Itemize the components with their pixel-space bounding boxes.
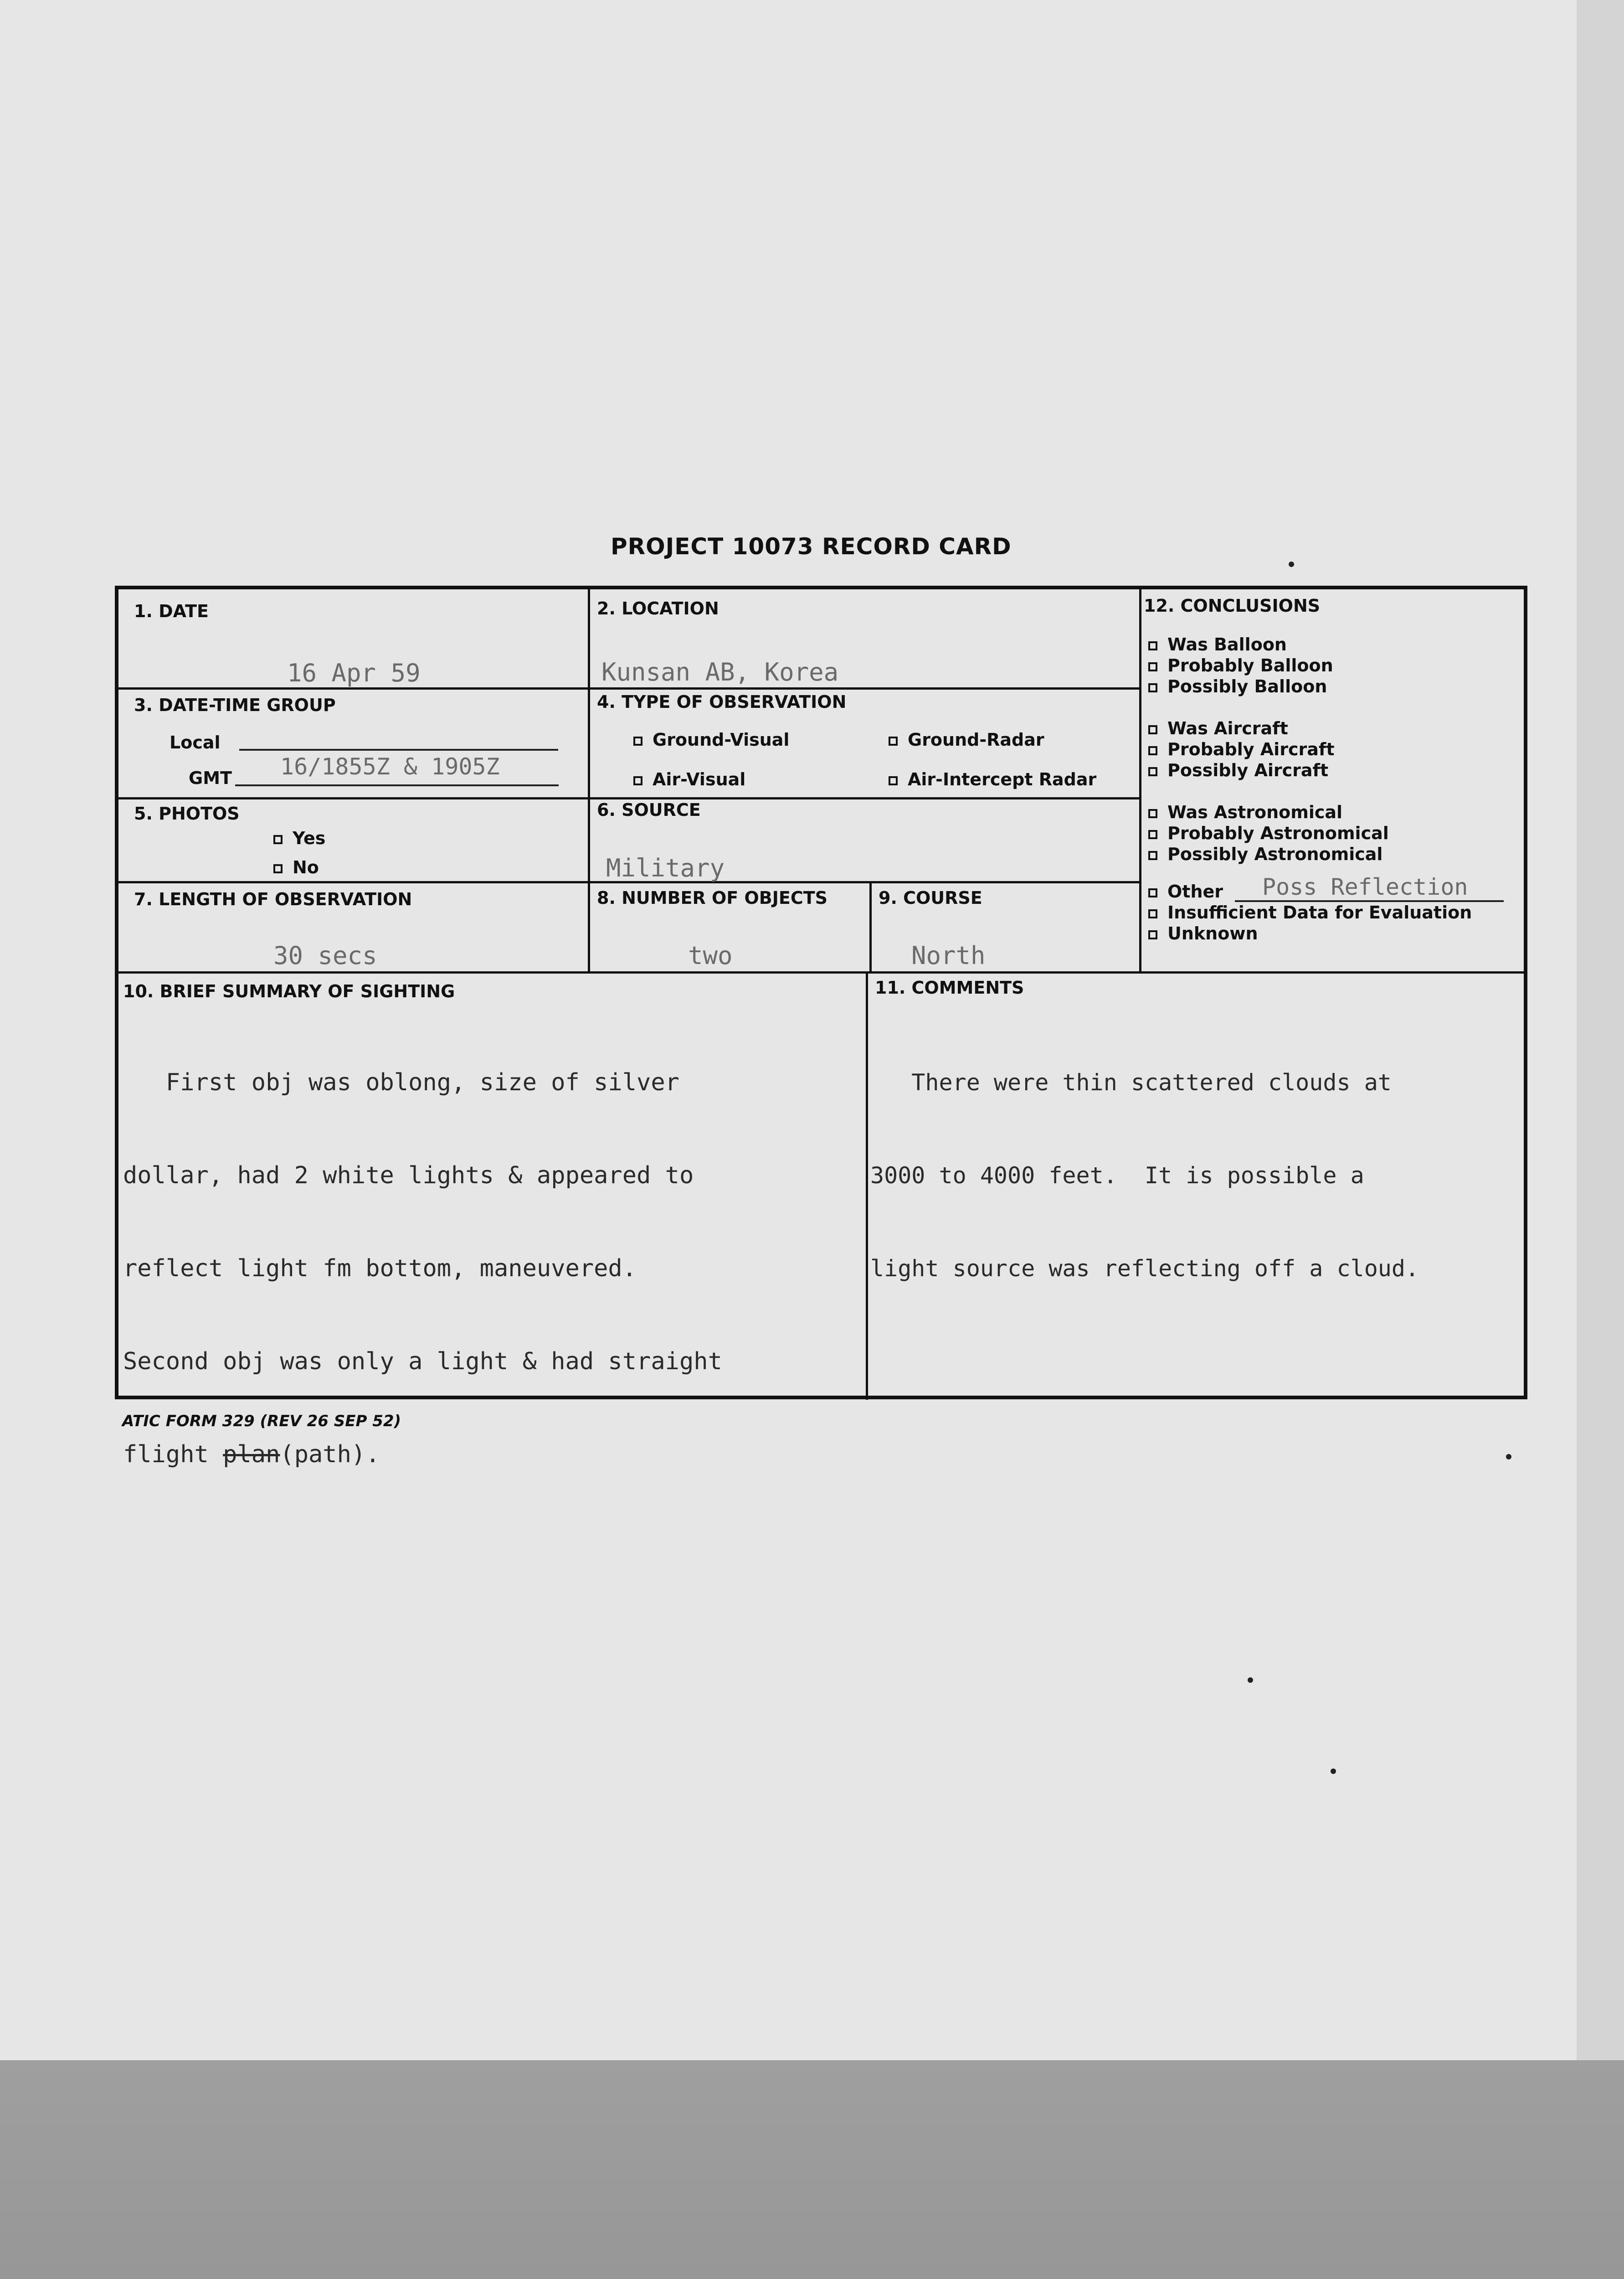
checkbox-icon: [1148, 641, 1157, 650]
option-was-astronomical[interactable]: [1148, 802, 1389, 823]
option-label: Ground-Visual: [653, 730, 790, 750]
comments-text: [870, 1005, 1419, 1346]
date-label: 1. DATE: [134, 601, 209, 621]
comments-label: 11. COMMENTS: [875, 978, 1024, 998]
option-label: Probably Aircraft: [1167, 739, 1335, 759]
option-insufficient-data[interactable]: [1148, 902, 1472, 923]
checkbox-icon: [1148, 851, 1157, 860]
checkbox-icon: [1148, 662, 1157, 671]
option-photos-yes[interactable]: [273, 828, 325, 848]
option-probably-balloon[interactable]: [1148, 655, 1333, 676]
photos-label: 5. PHOTOS: [134, 804, 240, 824]
date-value: 16 Apr 59: [287, 659, 421, 687]
option-ground-visual[interactable]: [633, 730, 789, 750]
speck: [1289, 562, 1294, 567]
checkbox-icon: [1148, 809, 1157, 818]
option-label: Was Balloon: [1167, 634, 1287, 655]
option-label: Probably Balloon: [1167, 655, 1333, 675]
divider: [588, 589, 590, 971]
other-label: Other: [1167, 882, 1223, 902]
comments-line: There were thin scattered clouds at: [870, 1069, 1392, 1096]
checkbox-icon: [1148, 683, 1157, 692]
local-underline: [239, 749, 558, 751]
checkbox-icon: [889, 737, 898, 746]
checkbox-icon: [1148, 725, 1157, 734]
divider: [866, 971, 868, 1400]
divider: [118, 797, 1139, 799]
local-label: Local: [170, 732, 221, 753]
comments-line: 3000 to 4000 feet. It is possible a: [870, 1162, 1364, 1189]
date-time-group-label: 3. DATE-TIME GROUP: [134, 695, 336, 715]
location-value: Kunsan AB, Korea: [601, 658, 839, 686]
summary-text: [123, 1005, 722, 1532]
option-probably-aircraft[interactable]: [1148, 739, 1335, 760]
option-label: Insufficient Data for Evaluation: [1167, 902, 1472, 923]
option-probably-astronomical[interactable]: [1148, 823, 1389, 844]
divider: [118, 971, 1524, 974]
speck: [1248, 1677, 1253, 1683]
conclusions-group-balloon: [1148, 634, 1333, 697]
conclusions-group-aircraft: [1148, 718, 1335, 781]
checkbox-icon: [633, 776, 642, 785]
other-value: Poss Reflection: [1262, 874, 1468, 900]
form-number: ATIC FORM 329 (REV 26 SEP 52): [122, 1412, 401, 1430]
option-possibly-astronomical[interactable]: [1148, 844, 1389, 865]
option-label: Air-Visual: [653, 769, 746, 789]
option-possibly-balloon[interactable]: [1148, 676, 1333, 697]
option-label: Possibly Astronomical: [1167, 844, 1383, 864]
checkbox-icon: [1148, 909, 1157, 918]
gmt-underline: [235, 784, 559, 786]
option-label: Yes: [293, 828, 326, 848]
option-label: Was Aircraft: [1167, 718, 1288, 738]
observation-type-label: 4. TYPE OF OBSERVATION: [597, 692, 847, 712]
summary-line: dollar, had 2 white lights & appeared to: [123, 1162, 694, 1189]
course-label: 9. COURSE: [879, 888, 982, 908]
option-ground-radar[interactable]: [889, 730, 1044, 750]
option-air-visual[interactable]: [633, 769, 745, 789]
speck: [1506, 1454, 1511, 1459]
checkbox-icon: [889, 776, 898, 785]
length-label: 7. LENGTH OF OBSERVATION: [134, 889, 412, 909]
card-title: PROJECT 10073 RECORD CARD: [611, 533, 1012, 560]
checkbox-icon: [273, 835, 283, 844]
option-was-balloon[interactable]: [1148, 634, 1333, 655]
option-label: Air-Intercept Radar: [908, 769, 1097, 789]
checkbox-icon: [273, 864, 283, 873]
checkbox-icon: [1148, 888, 1157, 897]
summary-line: reflect light fm bottom, maneuvered.: [123, 1255, 637, 1282]
gmt-value: 16/1855Z & 1905Z: [280, 753, 500, 780]
speck: [1331, 1769, 1336, 1774]
gmt-label: GMT: [189, 768, 232, 788]
conclusions-label: 12. CONCLUSIONS: [1144, 596, 1321, 616]
number-of-objects-value: two: [688, 941, 733, 970]
comments-line: light source was reflecting off a cloud.: [870, 1255, 1419, 1282]
conclusions-group-other: [1148, 902, 1472, 944]
length-value: 30 secs: [273, 941, 377, 970]
summary-label: 10. BRIEF SUMMARY OF SIGHTING: [123, 981, 455, 1001]
option-label: No: [293, 857, 319, 877]
course-value: North: [911, 941, 986, 970]
divider: [118, 687, 1139, 690]
checkbox-icon: [633, 737, 642, 746]
option-was-aircraft[interactable]: [1148, 718, 1335, 739]
summary-line: First obj was oblong, size of silver: [123, 1069, 679, 1096]
option-label: Possibly Balloon: [1167, 676, 1327, 696]
option-unknown[interactable]: [1148, 923, 1472, 944]
option-label: Probably Astronomical: [1167, 823, 1389, 843]
checkbox-icon: [1148, 930, 1157, 939]
source-label: 6. SOURCE: [597, 800, 701, 820]
summary-line: flight plan(path).: [123, 1441, 380, 1468]
option-label: Possibly Aircraft: [1167, 760, 1329, 780]
option-photos-no[interactable]: [273, 857, 319, 877]
conclusions-group-astronomical: [1148, 802, 1389, 865]
divider: [1139, 589, 1141, 971]
option-label: Ground-Radar: [908, 730, 1044, 750]
checkbox-icon: [1148, 830, 1157, 839]
checkbox-icon: [1148, 767, 1157, 776]
option-label: Unknown: [1167, 923, 1258, 944]
location-label: 2. LOCATION: [597, 598, 719, 619]
summary-line: Second obj was only a light & had straight: [123, 1348, 722, 1375]
source-value: Military: [606, 854, 725, 882]
option-other[interactable]: [1148, 881, 1223, 902]
checkbox-icon: [1148, 746, 1157, 755]
page-edge-shadow: [1577, 0, 1624, 2106]
option-label: Was Astronomical: [1167, 802, 1343, 822]
option-air-intercept-radar[interactable]: [889, 769, 1096, 789]
background-below-page: [0, 2060, 1624, 2279]
divider: [869, 881, 872, 971]
option-possibly-aircraft[interactable]: [1148, 760, 1335, 781]
number-of-objects-label: 8. NUMBER OF OBJECTS: [597, 888, 828, 908]
struck-word: plan: [223, 1441, 280, 1468]
